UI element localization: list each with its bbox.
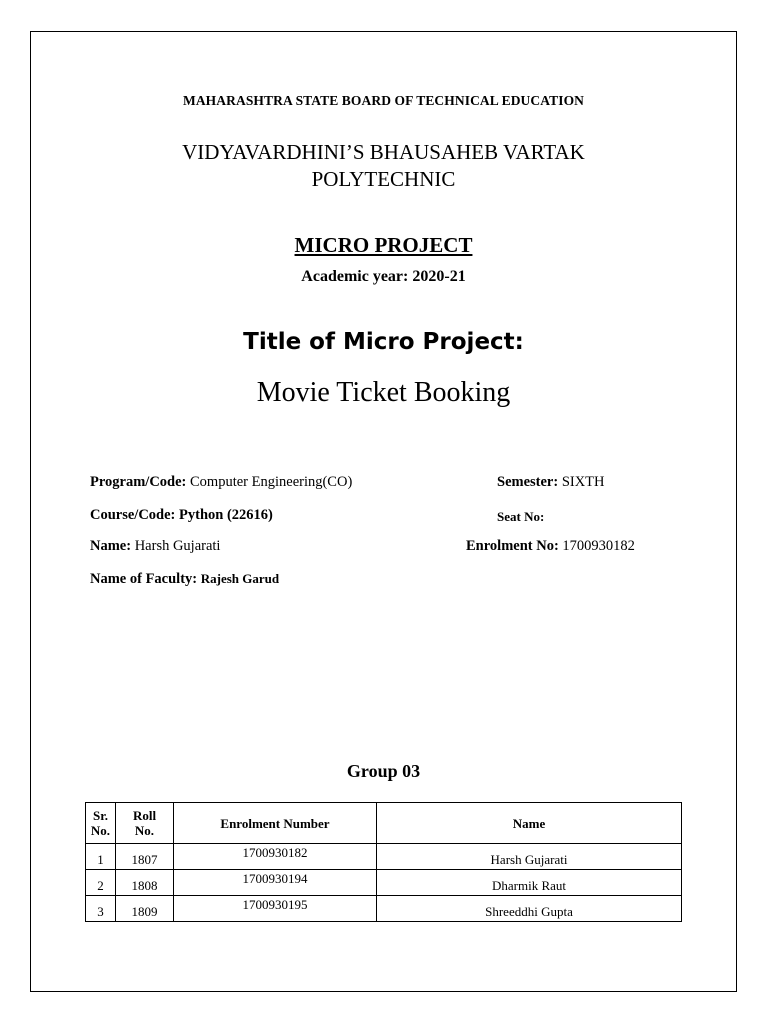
student-name-field [90,538,220,555]
enrolment-label: Enrolment No: [466,538,559,554]
table-row [86,844,682,870]
cell-roll: 1809 [116,896,174,922]
student-name-label: Name: [90,538,132,554]
student-name-value: Harsh Gujarati [134,538,221,554]
semester-value: SIXTH [561,474,605,490]
seat-no-label: Seat No: [497,509,545,524]
program-code-label: Program/Code: [90,474,187,490]
enrolment-value: 1700930182 [562,538,635,554]
title-label: Title of Micro Project: [243,329,524,355]
cell-roll: 1808 [116,870,174,896]
group-members-table [85,802,682,922]
college-name-line1: VIDYAVARDHINI’S BHAUSAHEB VARTAK [182,140,585,164]
course-code-field [90,507,273,524]
header-roll-no [116,803,174,844]
header-roll-line2: No. [134,823,155,838]
header-sr-line1: Sr. [92,808,109,823]
header-name: Name [377,803,682,844]
table-row [86,896,682,922]
faculty-field [90,571,279,588]
college-name [30,139,737,193]
faculty-label: Name of Faculty: [90,571,198,587]
cell-sr: 1 [86,844,116,870]
micro-project-text: MICRO PROJECT [294,233,473,257]
header-sr-no [86,803,116,844]
cell-enrolment: 1700930195 [174,896,377,922]
cell-sr: 3 [86,896,116,922]
table-header-row [86,803,682,844]
faculty-value: Rajesh Garud [200,571,280,586]
group-title: Group 03 [346,761,421,781]
header-enrolment-number: Enrolment Number [174,803,377,844]
program-code-value: Computer Engineering(CO) [190,474,353,490]
board-name: MAHARASHTRA STATE BOARD OF TECHNICAL EDUCATION [182,93,585,108]
course-code-label: Course/Code: Python (22616) [90,507,273,523]
cell-enrolment: 1700930182 [174,844,377,870]
academic-year: Academic year: 2020-21 [301,268,466,285]
header-sr-line2: No. [90,823,111,838]
header-roll-line1: Roll [132,808,157,823]
cell-name: Shreeddhi Gupta [377,896,682,922]
micro-project-heading [30,233,737,258]
semester-field [497,474,605,491]
cell-name: Dharmik Raut [377,870,682,896]
cell-name: Harsh Gujarati [377,844,682,870]
cell-enrolment: 1700930194 [174,870,377,896]
enrolment-field [466,538,635,555]
semester-label: Semester: [497,474,559,490]
cell-sr: 2 [86,870,116,896]
project-title: Movie Ticket Booking [256,377,511,408]
program-code-field [90,474,352,491]
cell-roll: 1807 [116,844,174,870]
college-name-line2: POLYTECHNIC [311,167,456,191]
table-row [86,870,682,896]
